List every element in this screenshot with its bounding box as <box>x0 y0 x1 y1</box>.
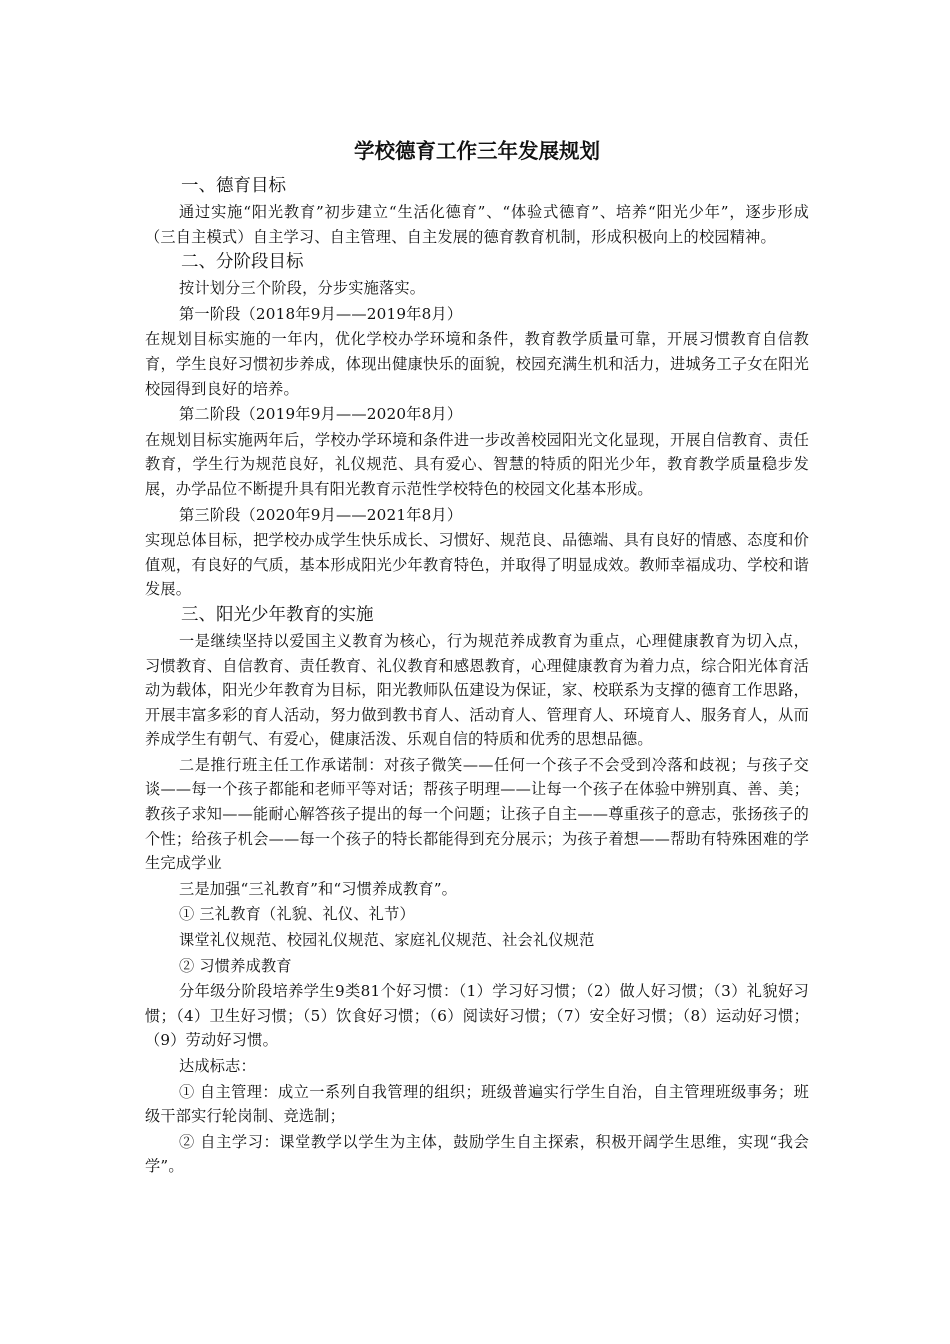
section-heading: 二、分阶段目标 <box>181 252 304 273</box>
paragraph: 第一阶段（2018年9月——2019年8月） <box>179 304 463 323</box>
paragraph: ② 习惯养成教育 <box>179 956 292 975</box>
paragraph: 第二阶段（2019年9月——2020年8月） <box>179 405 463 424</box>
section-heading: 三、阳光少年教育的实施 <box>181 604 374 625</box>
document-title: 学校德育工作三年发展规划 <box>354 139 600 163</box>
paragraph: 分年级分阶段培养学生9类81个好习惯：（1）学习好习惯；（2）做人好习惯；（3）礼貌好习惯；（4）卫生好习惯；（5）饮食好习惯；（6）阅读好习惯；（7）安全好习惯；（8）运动好习惯；（9）劳动好习惯。 <box>145 982 809 1050</box>
section-heading: 一、德育目标 <box>181 176 286 196</box>
paragraph: ② 自主学习：课堂教学以学生为主体，鼓励学生自主探索，积极开阔学生思维，实现“我会学”。 <box>145 1132 809 1176</box>
paragraph: 在规划目标实施的一年内，优化学校办学环境和条件，教育教学质量可靠，开展习惯教育自信教育，学生良好习惯初步养成，体现出健康快乐的面貌，校园充满生机和活力，进城务工子女在阳光校园得到良好的培养。 <box>145 330 809 398</box>
paragraph: 三是加强“三礼教育”和“习惯养成教育”。 <box>179 879 458 898</box>
paragraph: 达成标志： <box>179 1057 256 1075</box>
paragraph: ① 三礼教育（礼貌、礼仪、礼节） <box>179 905 415 924</box>
paragraph: 在规划目标实施两年后，学校办学环境和条件进一步改善校园阳光文化显现，开展自信教育、责任教育，学生行为规范良好，礼仪规范、具有爱心、智慧的特质的阳光少年，教育教学质量稳步发展，办学品位不断提升具有阳光教育示范性学校特色的校园文化基本形成。 <box>145 430 809 498</box>
paragraph: 按计划分三个阶段，分步实施落实。 <box>179 279 426 298</box>
paragraph: 通过实施“阳光教育”初步建立“生活化德育”、“体验式德育”、培养“阳光少年”，逐步形成（三自主模式）自主学习、自主管理、自主发展的德育教育机制，形成积极向上的校园精神。 <box>145 203 809 246</box>
paragraph: 一是继续坚持以爱国主义教育为核心，行为规范养成教育为重点，心理健康教育为切入点，习惯教育、自信教育、责任教育、礼仪教育和感恩教育，心理健康教育为着力点，综合阳光体育活动为载体，阳光少年教育为目标，阳光教师队伍建设为保证，家、校联系为支撑的德育工作思路，开展丰富多彩的育人活动，努力做到教书育人、活动育人、管理育人、环境育人、服务育人，从而养成学生有朝气、有爱心，健康活泼、乐观自信的特质和优秀的思想品德。 <box>145 631 809 749</box>
paragraph: 二是推行班主任工作承诺制：对孩子微笑——任何一个孩子不会受到冷落和歧视；与孩子交谈——每一个孩子都能和老师平等对话；帮孩子明理——让每一个孩子在体验中辨别真、善、美；教孩子求知——能耐心解答孩子提出的每一个问题；让孩子自主——尊重孩子的意志，张扬孩子的个性；给孩子机会——每一个孩子的特长都能得到充分展示；为孩子着想——帮助有特殊困难的学生完成学业 <box>145 755 809 873</box>
document-body <box>145 136 809 1180</box>
document-blocks <box>145 174 809 1179</box>
paragraph: ① 自主管理：成立一系列自我管理的组织；班级普遍实行学生自治，自主管理班级事务；班级干部实行轮岗制、竞选制； <box>145 1082 809 1126</box>
paragraph: 课堂礼仪规范、校园礼仪规范、家庭礼仪规范、社会礼仪规范 <box>179 931 595 950</box>
paragraph: 第三阶段（2020年9月——2021年8月） <box>179 505 463 524</box>
paragraph: 实现总体目标，把学校办成学生快乐成长、习惯好、规范良、品德端、具有良好的情感、态度和价值观，有良好的气质，基本形成阳光少年教育特色，并取得了明显成效。教师幸福成功、学校和谐发展。 <box>145 531 809 599</box>
